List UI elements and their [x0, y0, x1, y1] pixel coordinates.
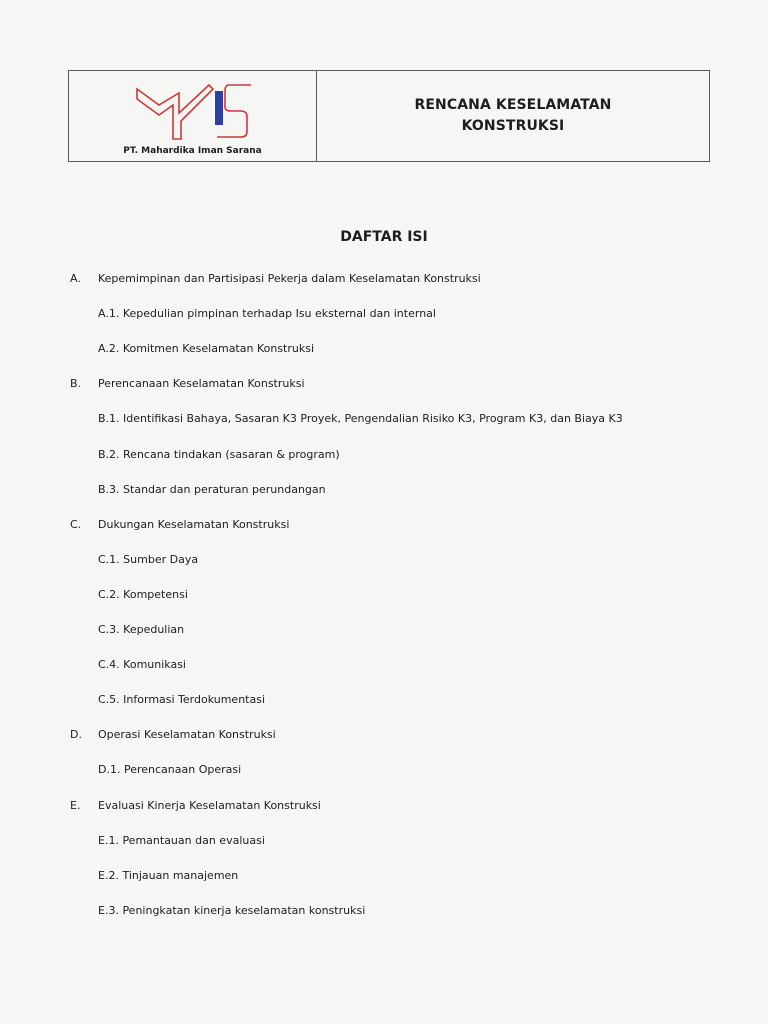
toc-section-label: Operasi Keselamatan Konstruksi	[98, 728, 276, 742]
toc-section-letter: A.	[70, 272, 81, 285]
toc-subsection-item: C.2. Kompetensi	[98, 587, 188, 601]
company-name: PT. Mahardika Iman Sarana	[123, 146, 262, 156]
document-title	[317, 71, 709, 161]
toc-subsection-item: B.2. Rencana tindakan (sasaran & program)	[98, 447, 340, 461]
toc-section-letter: C.	[70, 517, 82, 531]
toc-subsection-item: C.3. Kepedulian	[98, 623, 185, 636]
toc-subsection-item: A.1. Kepedulian pimpinan terhadap Isu eksternal dan internal	[98, 307, 436, 321]
toc-section-letter: E.	[70, 798, 81, 812]
toc-subsection-item: B.3. Standar dan peraturan perundangan	[98, 482, 326, 496]
toc-subsection-item: A.2. Komitmen Keselamatan Konstruksi	[98, 342, 315, 356]
document-header	[68, 70, 710, 162]
title-line-1: RENCANA KESELAMATAN	[414, 97, 612, 113]
toc-subsection-item: E.2. Tinjauan manajemen	[98, 868, 239, 882]
toc-section-letter: B.	[70, 377, 82, 391]
toc-subsection-item: E.3. Peningkatan kinerja keselamatan konstruksi	[98, 903, 366, 917]
title-line-2: KONSTRUKSI	[461, 118, 565, 134]
toc-subsection-item: D.1. Perencanaan Operasi	[98, 763, 242, 777]
logo-cell	[69, 71, 317, 161]
toc-subsection-item: C.1. Sumber Daya	[98, 552, 199, 566]
toc-subsection-item: C.5. Informasi Terdokumentasi	[98, 693, 266, 707]
toc-section-label: Kepemimpinan dan Partisipasi Pekerja dalam Keselamatan Konstruksi	[98, 272, 481, 285]
toc-section-label: Perencanaan Keselamatan Konstruksi	[98, 377, 305, 391]
toc-subsection-item: E.1. Pemantauan dan evaluasi	[98, 833, 265, 847]
toc-title: DAFTAR ISI	[340, 229, 428, 245]
company-logo-icon	[133, 77, 253, 143]
toc-subsection-item: B.1. Identifikasi Bahaya, Sasaran K3 Proyek, Pengendalian Risiko K3, Program K3, dan Biaya K3	[98, 412, 623, 426]
toc-section-label: Evaluasi Kinerja Keselamatan Konstruksi	[98, 798, 321, 812]
toc-subsection-item: C.4. Komunikasi	[98, 658, 186, 672]
toc-section-letter: D.	[70, 728, 82, 742]
toc-section-label: Dukungan Keselamatan Konstruksi	[98, 517, 290, 531]
